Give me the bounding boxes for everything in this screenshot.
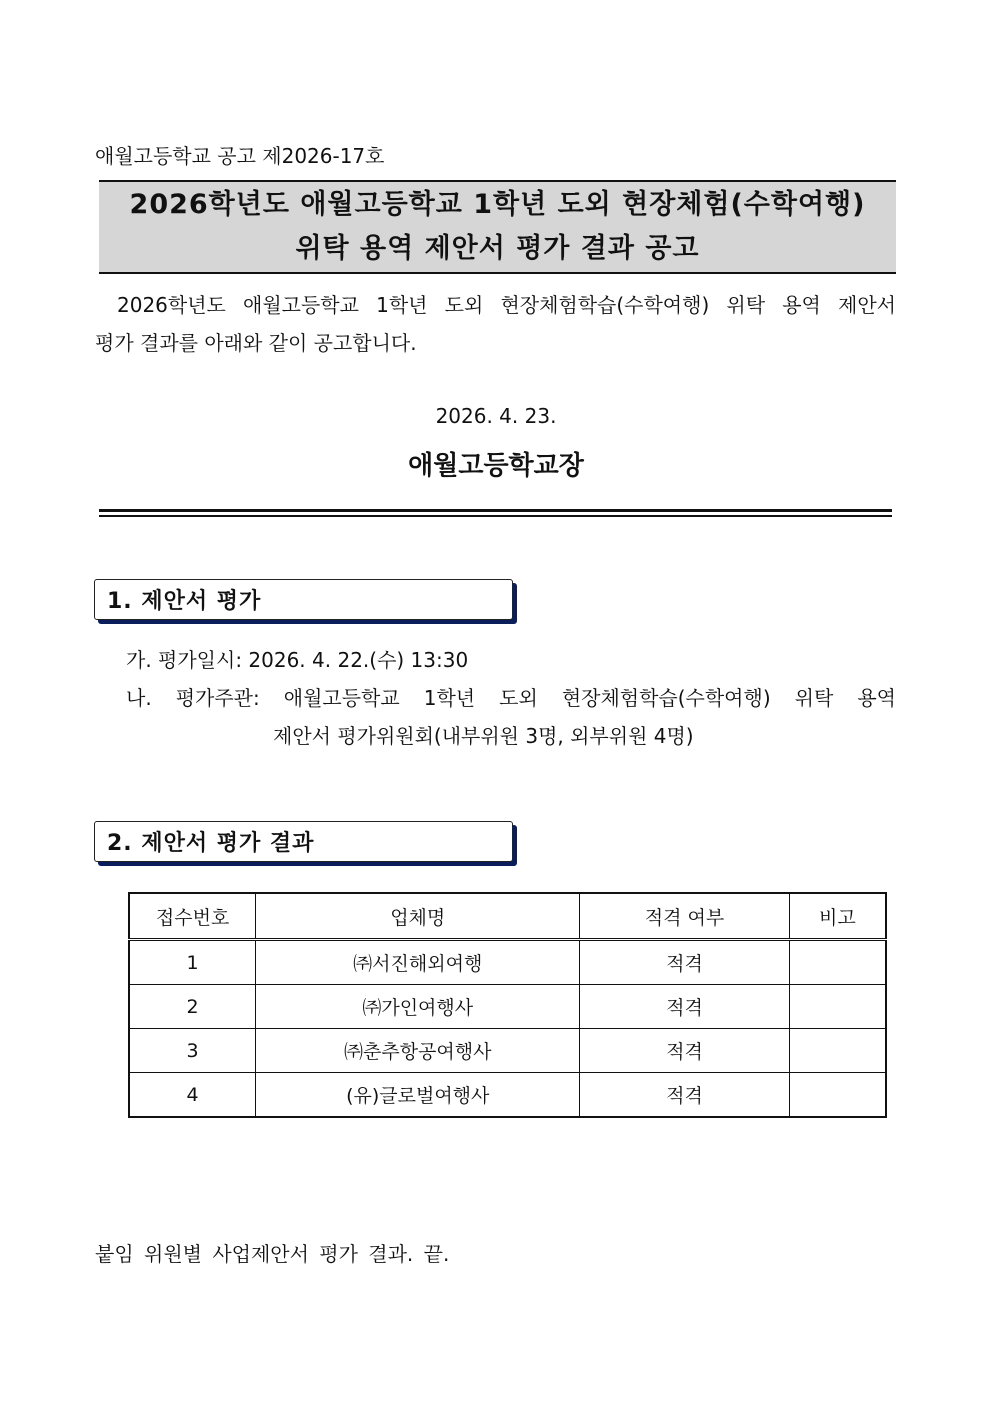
cell-eligibility: 적격 bbox=[580, 1029, 789, 1073]
cell-receipt-number: 4 bbox=[129, 1073, 256, 1118]
table-row bbox=[129, 1073, 886, 1118]
cell-receipt-number: 2 bbox=[129, 985, 256, 1029]
cell-company-name: ㈜춘추항공여행사 bbox=[256, 1029, 580, 1073]
cell-remarks bbox=[789, 985, 886, 1029]
cell-receipt-number: 3 bbox=[129, 1029, 256, 1073]
header-remarks: 비고 bbox=[789, 893, 886, 940]
evaluation-datetime: 가. 평가일시: 2026. 4. 22.(수) 13:30 bbox=[126, 648, 469, 672]
table-header-row bbox=[129, 893, 886, 940]
intro-paragraph bbox=[95, 286, 896, 362]
header-receipt-number: 접수번호 bbox=[129, 893, 256, 940]
evaluation-organizer-line-1: 나. 평가주관: 애월고등학교 1학년 도외 현장체험학습(수학여행) 위탁 용역 bbox=[126, 686, 896, 710]
cell-eligibility: 적격 bbox=[580, 1073, 789, 1118]
section-2-heading: 2. 제안서 평가 결과 bbox=[94, 821, 513, 862]
cell-company-name: ㈜가인여행사 bbox=[256, 985, 580, 1029]
cell-eligibility: 적격 bbox=[580, 985, 789, 1029]
cell-remarks bbox=[789, 1073, 886, 1118]
divider-thick bbox=[99, 509, 892, 512]
section-1-heading: 1. 제안서 평가 bbox=[94, 579, 513, 620]
cell-remarks bbox=[789, 1029, 886, 1073]
evaluation-organizer-line-2: 제안서 평가위원회(내부위원 3명, 외부위원 4명) bbox=[273, 724, 694, 748]
table-row bbox=[129, 985, 886, 1029]
title-line-1: 2026학년도 애월고등학교 1학년 도외 현장체험(수학여행) bbox=[129, 189, 866, 220]
evaluation-result-table bbox=[128, 892, 887, 1118]
attachment-note: 붙임 위원별 사업제안서 평가 결과. 끝. bbox=[95, 1242, 450, 1266]
table-row bbox=[129, 1029, 886, 1073]
divider-thin bbox=[99, 515, 892, 517]
cell-company-name: (유)글로벌여행사 bbox=[256, 1073, 580, 1118]
intro-line-2: 평가 결과를 아래와 같이 공고합니다. bbox=[95, 331, 417, 355]
title-box bbox=[99, 180, 896, 274]
header-eligibility: 적격 여부 bbox=[580, 893, 789, 940]
table-row bbox=[129, 940, 886, 985]
cell-remarks bbox=[789, 940, 886, 985]
title-line-2: 위탁 용역 제안서 평가 결과 공고 bbox=[295, 233, 700, 264]
header-company-name: 업체명 bbox=[256, 893, 580, 940]
cell-receipt-number: 1 bbox=[129, 940, 256, 985]
notice-number: 애월고등학교 공고 제2026-17호 bbox=[95, 144, 385, 168]
cell-eligibility: 적격 bbox=[580, 940, 789, 985]
cell-company-name: ㈜서진해외여행 bbox=[256, 940, 580, 985]
notice-date: 2026. 4. 23. bbox=[435, 404, 557, 428]
evaluation-organizer bbox=[126, 679, 896, 755]
principal-signature: 애월고등학교장 bbox=[408, 451, 584, 481]
intro-line-1: 2026학년도 애월고등학교 1학년 도외 현장체험학습(수학여행) 위탁 용역 제안서 bbox=[117, 293, 896, 317]
